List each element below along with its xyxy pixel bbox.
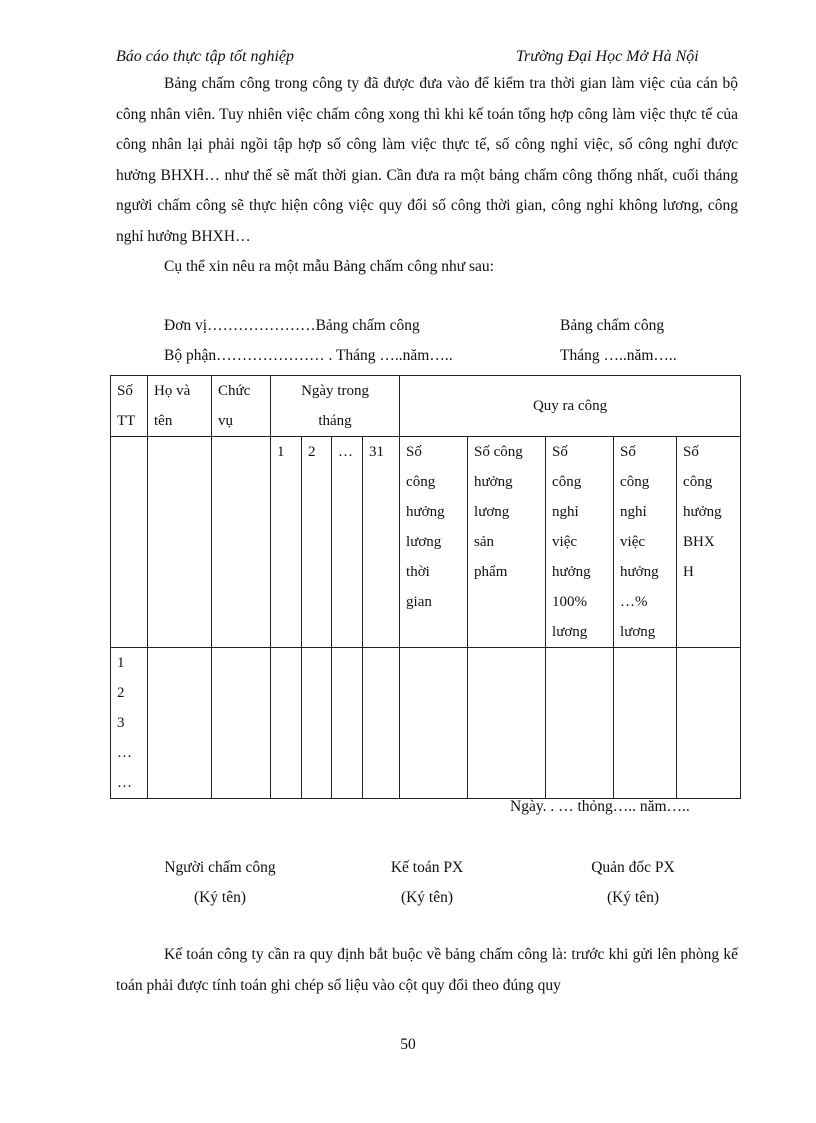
form-title-right: Bảng chấm công bbox=[560, 317, 665, 334]
sub-leave-full: Số công nghỉ việc hưởng 100% lương bbox=[546, 437, 614, 648]
p1-line: việc quy đổi số công thời gian, công nghỉ không lương, công nghỉ hưởng BHXH… bbox=[116, 197, 739, 245]
row-numbers: 1 2 3 … … bbox=[111, 648, 148, 799]
sub-product-wage: Số công hưởng lương sản phẩm bbox=[468, 437, 546, 648]
signature-block-foreman bbox=[543, 853, 723, 913]
form-dept-line: Bộ phận………………… . Tháng …..năm….. bbox=[164, 347, 453, 364]
form-month-right: Tháng …..năm….. bbox=[560, 347, 677, 364]
sub-bhxh: Số công hưởng BHX H bbox=[677, 437, 741, 648]
table-subheader-row bbox=[111, 437, 741, 648]
col-days-header: Ngày trong tháng bbox=[271, 376, 400, 437]
signature-block-accountant bbox=[337, 853, 517, 913]
p1-line: ra một bảng chấm công thống nhất, cuối tháng người chấm công sẽ thực hiện công bbox=[116, 166, 739, 214]
header-left: Báo cáo thực tập tốt nghiệp bbox=[116, 48, 295, 65]
p1-line: của cán bộ công nhân viên. Tuy nhiên việc chấm công xong thì khi kế toán tổng hợp bbox=[116, 75, 739, 123]
signature-note: (Ký tên) bbox=[193, 889, 247, 906]
signature-note: (Ký tên) bbox=[400, 889, 454, 906]
paragraph-1 bbox=[116, 69, 738, 252]
signature-block-timekeeper bbox=[130, 853, 310, 913]
p3-line: Kế toán công ty cần ra quy định bắt buộc về bảng chấm công là: trước khi gửi bbox=[164, 946, 654, 963]
signature-role: Quản đốc PX bbox=[591, 859, 675, 876]
day-cell: 31 bbox=[363, 437, 400, 648]
signature-note: (Ký tên) bbox=[606, 889, 660, 906]
page-number: 50 bbox=[400, 1036, 416, 1053]
p3-line: lên phòng kế toán phải được tính toán ghi chép số liệu vào cột quy đổi theo đúng quy bbox=[116, 946, 738, 994]
form-unit-line: Đơn vị…………………Bảng chấm công bbox=[164, 317, 420, 334]
header-right: Trường Đại Học Mở Hà Nội bbox=[516, 48, 699, 65]
signature-role: Người chấm công bbox=[164, 859, 276, 876]
day-cell: 1 bbox=[271, 437, 302, 648]
day-cell: 2 bbox=[302, 437, 332, 648]
col-role-header: Chức vụ bbox=[212, 376, 271, 437]
table-header-row bbox=[111, 376, 741, 437]
col-convert-header: Quy ra công bbox=[400, 376, 741, 437]
col-name-header: Họ và tên bbox=[148, 376, 212, 437]
sub-leave-partial: Số công nghỉ việc hưởng …% lương bbox=[614, 437, 677, 648]
sub-time-wage: Số công hưởng lương thời gian bbox=[400, 437, 468, 648]
paragraph-3 bbox=[116, 940, 738, 1001]
day-cell: … bbox=[332, 437, 363, 648]
p1-line: công nghỉ việc, số công nghỉ được hưởng BHXH… như thế sẽ mất thời gian. Cần đưa bbox=[116, 136, 739, 184]
attendance-table bbox=[110, 375, 741, 799]
signature-role: Kế toán PX bbox=[390, 859, 464, 876]
table-row bbox=[111, 648, 741, 799]
col-stt-header: Số TT bbox=[111, 376, 148, 437]
paragraph-2: Cụ thể xin nêu ra một mẫu Bảng chấm công như sau: bbox=[164, 258, 494, 275]
p1-line: công làm việc thực tế của công nhân lại phải ngồi tập hợp số công làm việc thực tế, số bbox=[116, 105, 738, 153]
p1-line: Bảng chấm công trong công ty đã được đưa vào để kiểm tra thời gian làm việc bbox=[164, 75, 666, 92]
date-line: Ngày. . … thỏng….. năm….. bbox=[510, 798, 690, 815]
